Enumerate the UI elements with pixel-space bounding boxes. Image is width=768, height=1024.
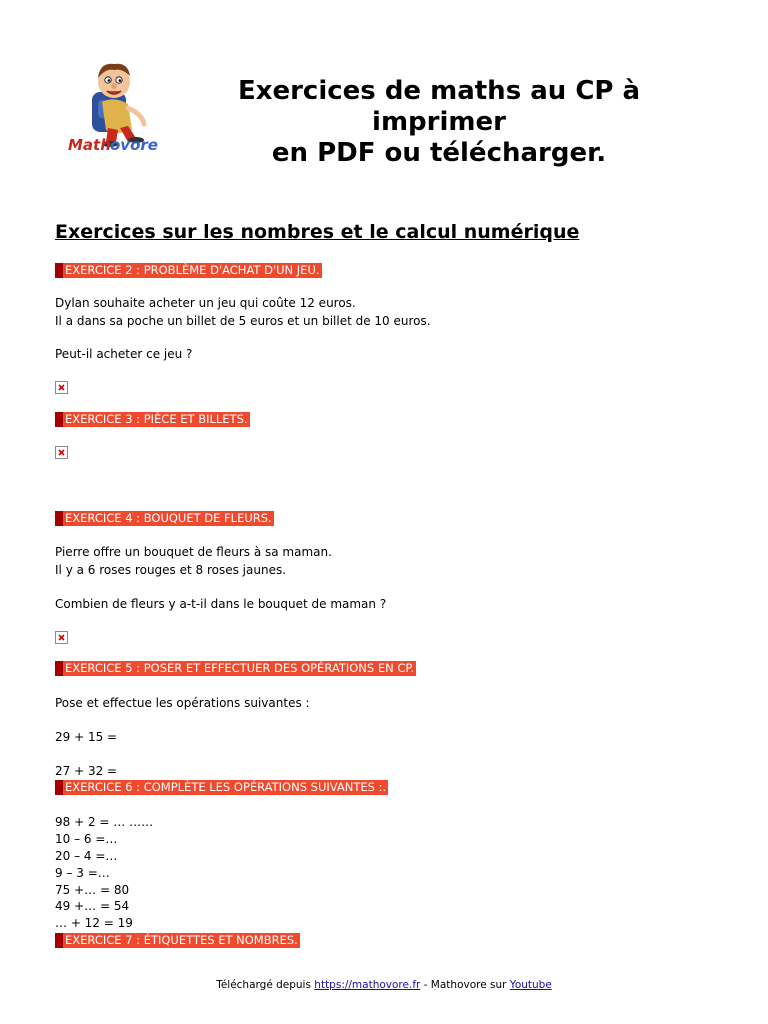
mathovore-site-link[interactable]: https://mathovore.fr bbox=[314, 979, 421, 991]
exercise-6-operation: 75 +… = 80 bbox=[55, 883, 130, 897]
footer bbox=[0, 978, 768, 992]
exercise-4-heading: EXERCICE 4 : BOUQUET DE FLEURS. bbox=[55, 511, 274, 526]
footer-middle: - Mathovore sur bbox=[423, 979, 507, 991]
exercise-6-operation: 20 – 4 =… bbox=[55, 849, 118, 863]
broken-image-icon bbox=[55, 446, 68, 459]
exercise-5-heading: EXERCICE 5 : POSER ET EFFECTUER DES OPÉRATIONS EN CP. bbox=[55, 661, 416, 676]
exercise-5-operation: 27 + 32 = bbox=[55, 764, 118, 778]
exercise-6-operation: 98 + 2 = … …… bbox=[55, 815, 154, 829]
document-title-line1: Exercices de maths au CP à imprimer bbox=[237, 76, 641, 137]
svg-text:ovore: ovore bbox=[110, 136, 158, 154]
document-title bbox=[178, 76, 700, 169]
mathovore-logo bbox=[62, 58, 162, 156]
exercise-6-operation: 49 +… = 54 bbox=[55, 899, 130, 913]
exercise-5-operation: 29 + 15 = bbox=[55, 730, 118, 744]
exercise-4-line2: Il y a 6 roses rouges et 8 roses jaunes. bbox=[55, 563, 287, 577]
exercise-5-instruction: Pose et effectue les opérations suivantes : bbox=[55, 696, 310, 710]
section-title: Exercices sur les nombres et le calcul numérique bbox=[55, 221, 580, 243]
exercise-4-line1: Pierre offre un bouquet de fleurs à sa maman. bbox=[55, 545, 332, 559]
exercise-6-operation: … + 12 = 19 bbox=[55, 916, 133, 930]
exercise-6-operation: 10 – 6 =… bbox=[55, 832, 118, 846]
youtube-link[interactable]: Youtube bbox=[509, 979, 552, 991]
exercise-2-line2: Il a dans sa poche un billet de 5 euros et un billet de 10 euros. bbox=[55, 314, 431, 328]
exercise-2-heading: EXERCICE 2 : PROBLÈME D'ACHAT D'UN JEU. bbox=[55, 263, 322, 278]
document-title-line2: en PDF ou télécharger. bbox=[271, 138, 607, 168]
exercise-2-line1: Dylan souhaite acheter un jeu qui coûte 12 euros. bbox=[55, 296, 356, 310]
footer-prefix: Téléchargé depuis bbox=[216, 979, 311, 991]
exercise-3-heading: EXERCICE 3 : PIÈCE ET BILLETS. bbox=[55, 412, 250, 427]
exercise-6-heading: EXERCICE 6 : COMPLÈTE LES OPÉRATIONS SUIVANTES :. bbox=[55, 780, 388, 795]
exercise-2-question: Peut-il acheter ce jeu ? bbox=[55, 347, 193, 361]
svg-text:Math: Math bbox=[68, 136, 111, 154]
exercise-4-question: Combien de fleurs y a-t-il dans le bouquet de maman ? bbox=[55, 597, 387, 611]
broken-image-icon bbox=[55, 631, 68, 644]
broken-image-icon bbox=[55, 381, 68, 394]
exercise-7-heading: EXERCICE 7 : ÉTIQUETTES ET NOMBRES. bbox=[55, 933, 300, 948]
exercise-6-operation: 9 – 3 =… bbox=[55, 866, 110, 880]
